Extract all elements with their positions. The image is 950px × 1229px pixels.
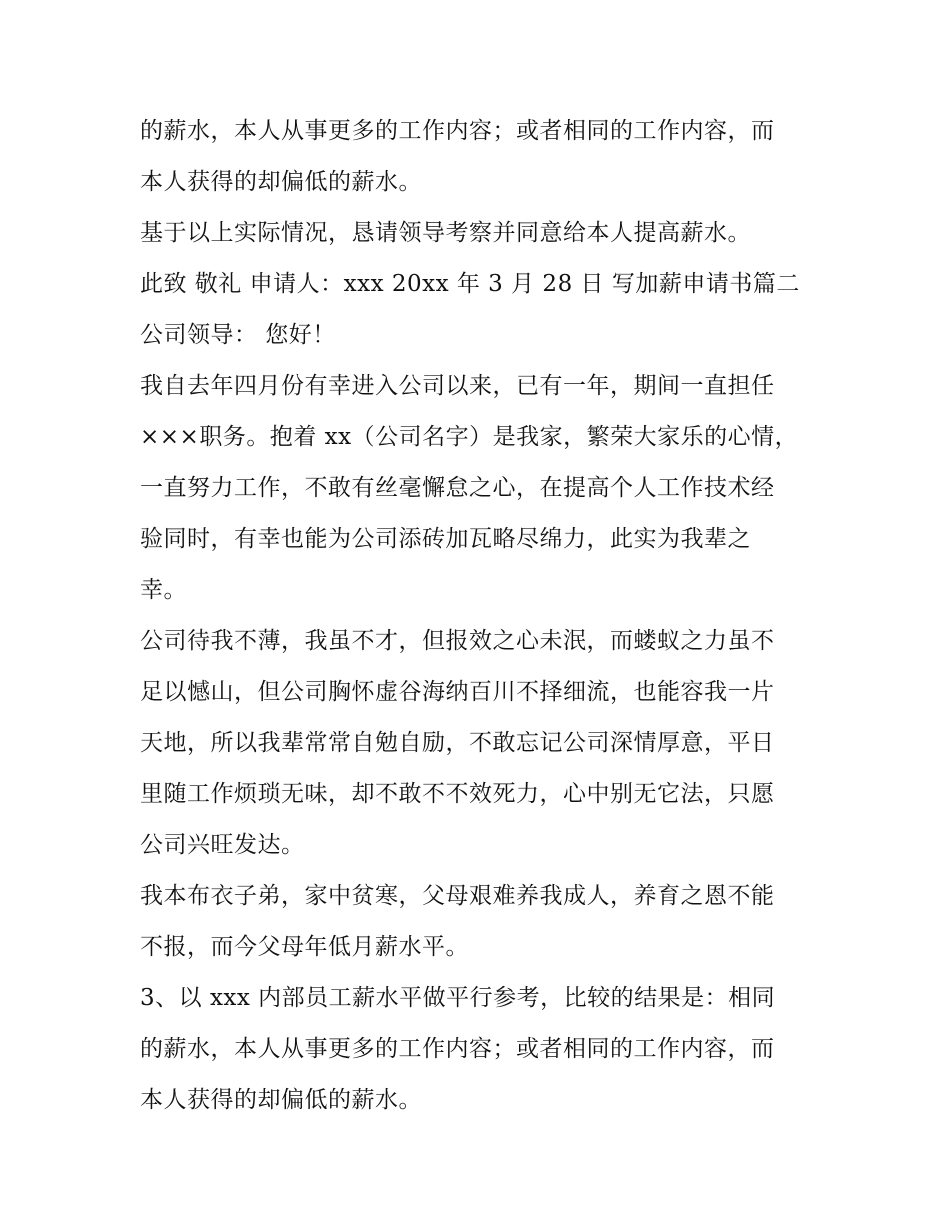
text-line: 公司兴旺发达。 (140, 832, 305, 858)
text-line: 天地，所以我辈常常自勉自励，不敢忘记公司深情厚意，平日 (140, 730, 775, 756)
text-line: 公司领导： 您好！ (140, 322, 336, 348)
text-line: 我本布衣子弟，家中贫寒，父母艰难养我成人，养育之恩不能 (140, 883, 775, 909)
text-line: 的薪水，本人从事更多的工作内容；或者相同的工作内容，而 (140, 1036, 775, 1062)
text-line: ×××职务。抱着 xx（公司名字）是我家，繁荣大家乐的心情， (140, 424, 799, 450)
text-line: 验同时，有幸也能为公司添砖加瓦略尽绵力，此实为我辈之 (140, 526, 751, 552)
text-line: 此致 敬礼 申请人：xxx 20xx 年 3 月 28 日 写加薪申请书篇二 (140, 271, 800, 297)
text-line: 本人获得的却偏低的薪水。 (140, 169, 422, 195)
text-line: 足以憾山，但公司胸怀虚谷海纳百川不择细流，也能容我一片 (140, 679, 775, 705)
text-line: 基于以上实际情况，恳请领导考察并同意给本人提高薪水。 (140, 220, 751, 246)
text-line: 不报，而今父母年低月薪水平。 (140, 934, 469, 960)
text-line: 我自去年四月份有幸进入公司以来，已有一年，期间一直担任 (140, 373, 775, 399)
text-line: 幸。 (140, 577, 187, 603)
text-line: 里随工作烦琐无味，却不敢不不效死力，心中别无它法，只愿 (140, 781, 775, 807)
text-line: 本人获得的却偏低的薪水。 (140, 1087, 422, 1113)
text-line: 的薪水，本人从事更多的工作内容；或者相同的工作内容，而 (140, 118, 775, 144)
document-body (140, 106, 820, 1126)
text-line: 公司待我不薄，我虽不才，但报效之心未泯，而蝼蚁之力虽不 (140, 628, 775, 654)
text-line: 一直努力工作，不敢有丝毫懈怠之心，在提高个人工作技术经 (140, 475, 775, 501)
text-line: 3、以 xxx 内部员工薪水平做平行参考，比较的结果是：相同 (140, 985, 776, 1011)
